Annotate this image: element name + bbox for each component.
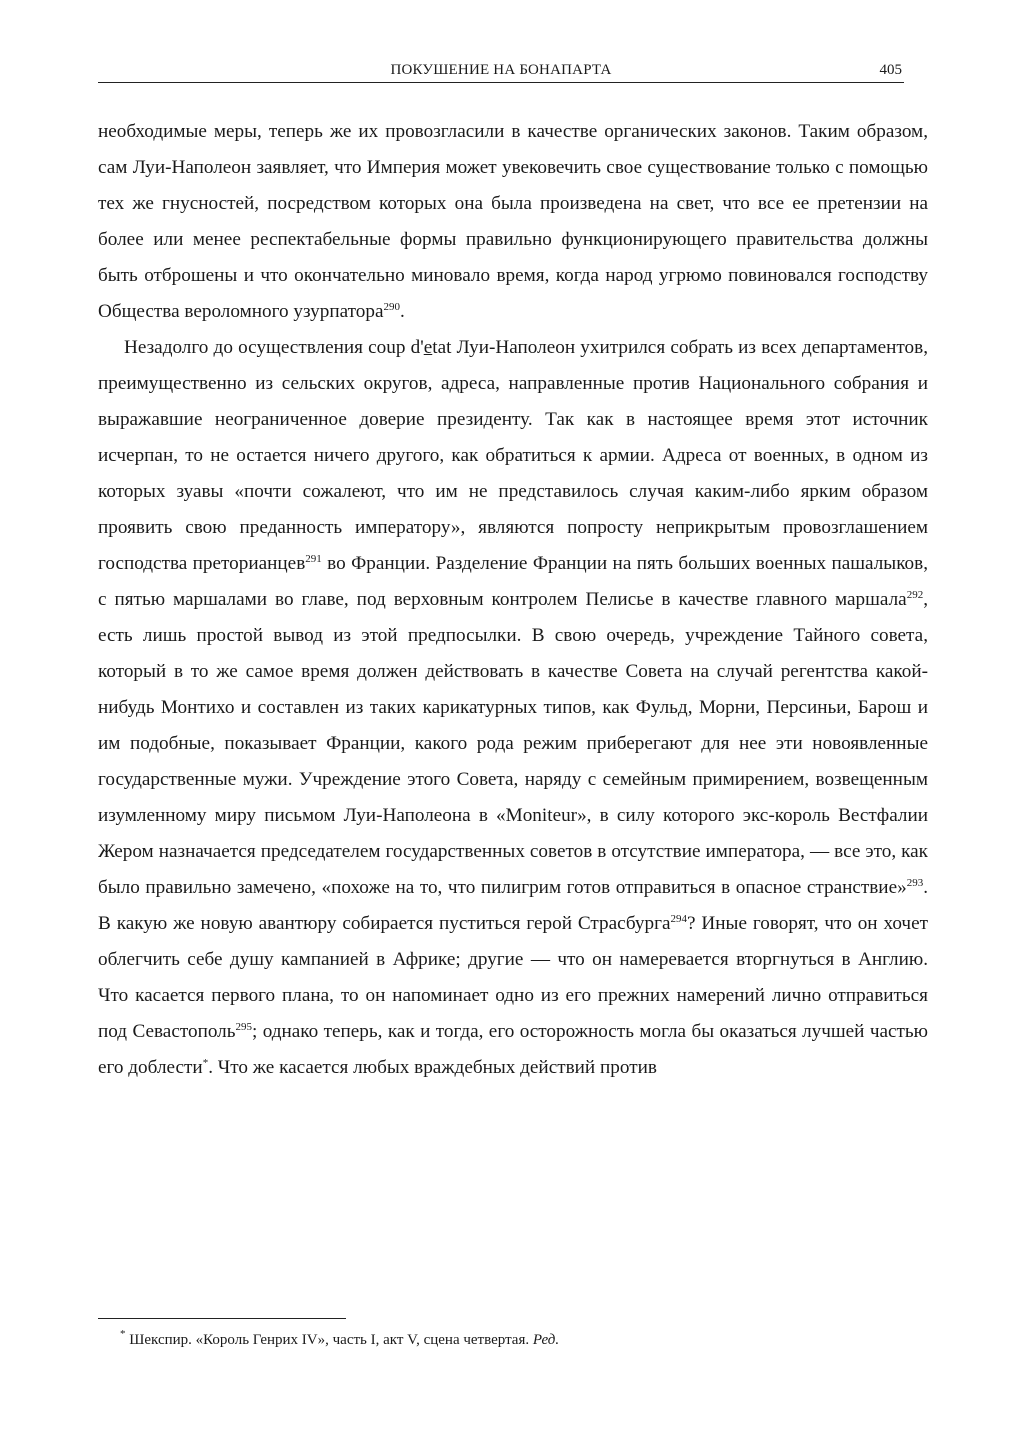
paragraph-2	[98, 330, 928, 1086]
paragraph-2-part-8: . Что же касается любых враждебных действий против	[208, 1057, 657, 1078]
main-text	[98, 114, 928, 1086]
footnote-editor-note: Ред.	[532, 1332, 560, 1348]
reference-292: 292	[906, 589, 924, 601]
footnote-marker-ref: *	[202, 1057, 209, 1069]
footnote-text: Шекспир. «Король Генрих IV», часть I, акт V, сцена четвертая.	[125, 1332, 533, 1348]
paragraph-2-part-1: Незадолго до осуществления coup d'	[124, 337, 424, 358]
reference-290: 290	[383, 301, 400, 313]
reference-295: 295	[235, 1021, 252, 1033]
paragraph-2-part-4: , есть лишь простой вывод из этой предпосылки. В свою очередь, учреждение Тайного совета, который в то же самое время должен действовать в качестве Совета на случай регентства какой-нибудь Монтихо и составлен из таких карикатурных типов, как Фульд, Морни, Персиньи, Барош и им подобные, показывает Франции, какого рода режим приберегают для нее эти новоявленные государственные мужи. Учреждение этого Совета, наряду с семейным примирением, возвещенным изумленному миру письмом Луи-Наполеона в «Moniteur», в силу которого экс-король Вестфалии Жером назначается председателем государственных советов в отсутствие императора, — все это, как было правильно замечено, «похоже на то, что пилигрим готов отправиться в опасное странствие»	[98, 589, 928, 898]
running-header-title: ПОКУШЕНИЕ НА БОНАПАРТА	[390, 62, 612, 78]
paragraph-2-part-5: . В какую же новую авантюру собирается пуститься герой Страсбурга	[98, 877, 928, 934]
underlined-letter: e	[423, 337, 433, 358]
paragraph-1	[98, 114, 928, 330]
paragraph-2-part-6: ? Иные говорят, что он хочет облегчить себе душу кампанией в Африке; другие — что он намеревается вторгнуться в Англию. Что касается первого плана, то он напоминает одно из его прежних намерений лично отправиться под Севастополь	[98, 913, 928, 1042]
footnote	[120, 1329, 559, 1351]
page-number: 405	[879, 62, 902, 78]
paragraph-2-part-7: ; однако теперь, как и тогда, его осторожность могла бы оказаться лучшей частью его доблести	[98, 1021, 928, 1078]
reference-293: 293	[906, 877, 924, 889]
footnote-marker: *	[120, 1328, 126, 1340]
reference-291: 291	[305, 553, 322, 565]
running-header	[98, 60, 904, 83]
paragraph-2-part-3: во Франции. Разделение Франции на пять больших военных пашалыков, с пятью маршалами во главе, под верховным контролем Пелисье в качестве главного маршала	[98, 553, 928, 610]
paragraph-1-end: .	[399, 301, 405, 322]
paragraph-1-text: необходимые меры, теперь же их провозгласили в качестве органических законов. Таким образом, сам Луи-Наполеон заявляет, что Империя может увековечить свое существование только с помощью тех же гнусностей, посредством которых она была произведена на свет, что все ее претензии на более или менее респектабельные формы правильно функционирующего правительства должны быть отброшены и что окончательно миновало время, когда народ угрюмо повиновался господству Общества вероломного узурпатора	[98, 121, 928, 322]
paragraph-2-part-2: tat Луи-Наполеон ухитрился собрать из всех департаментов, преимущественно из сельских округов, адреса, направленные против Национального собрания и выражавшие неограниченное доверие президенту. Так как в настоящее время этот источник исчерпан, то не остается ничего другого, как обратиться к армии. Адреса от военных, в одном из которых зуавы «почти сожалеют, что им не представилось случая каким-либо ярким образом проявить свою преданность императору», являются попросту неприкрытым провозглашением господства преторианцев	[98, 337, 928, 574]
footnote-divider	[98, 1318, 346, 1319]
reference-294: 294	[670, 913, 687, 925]
